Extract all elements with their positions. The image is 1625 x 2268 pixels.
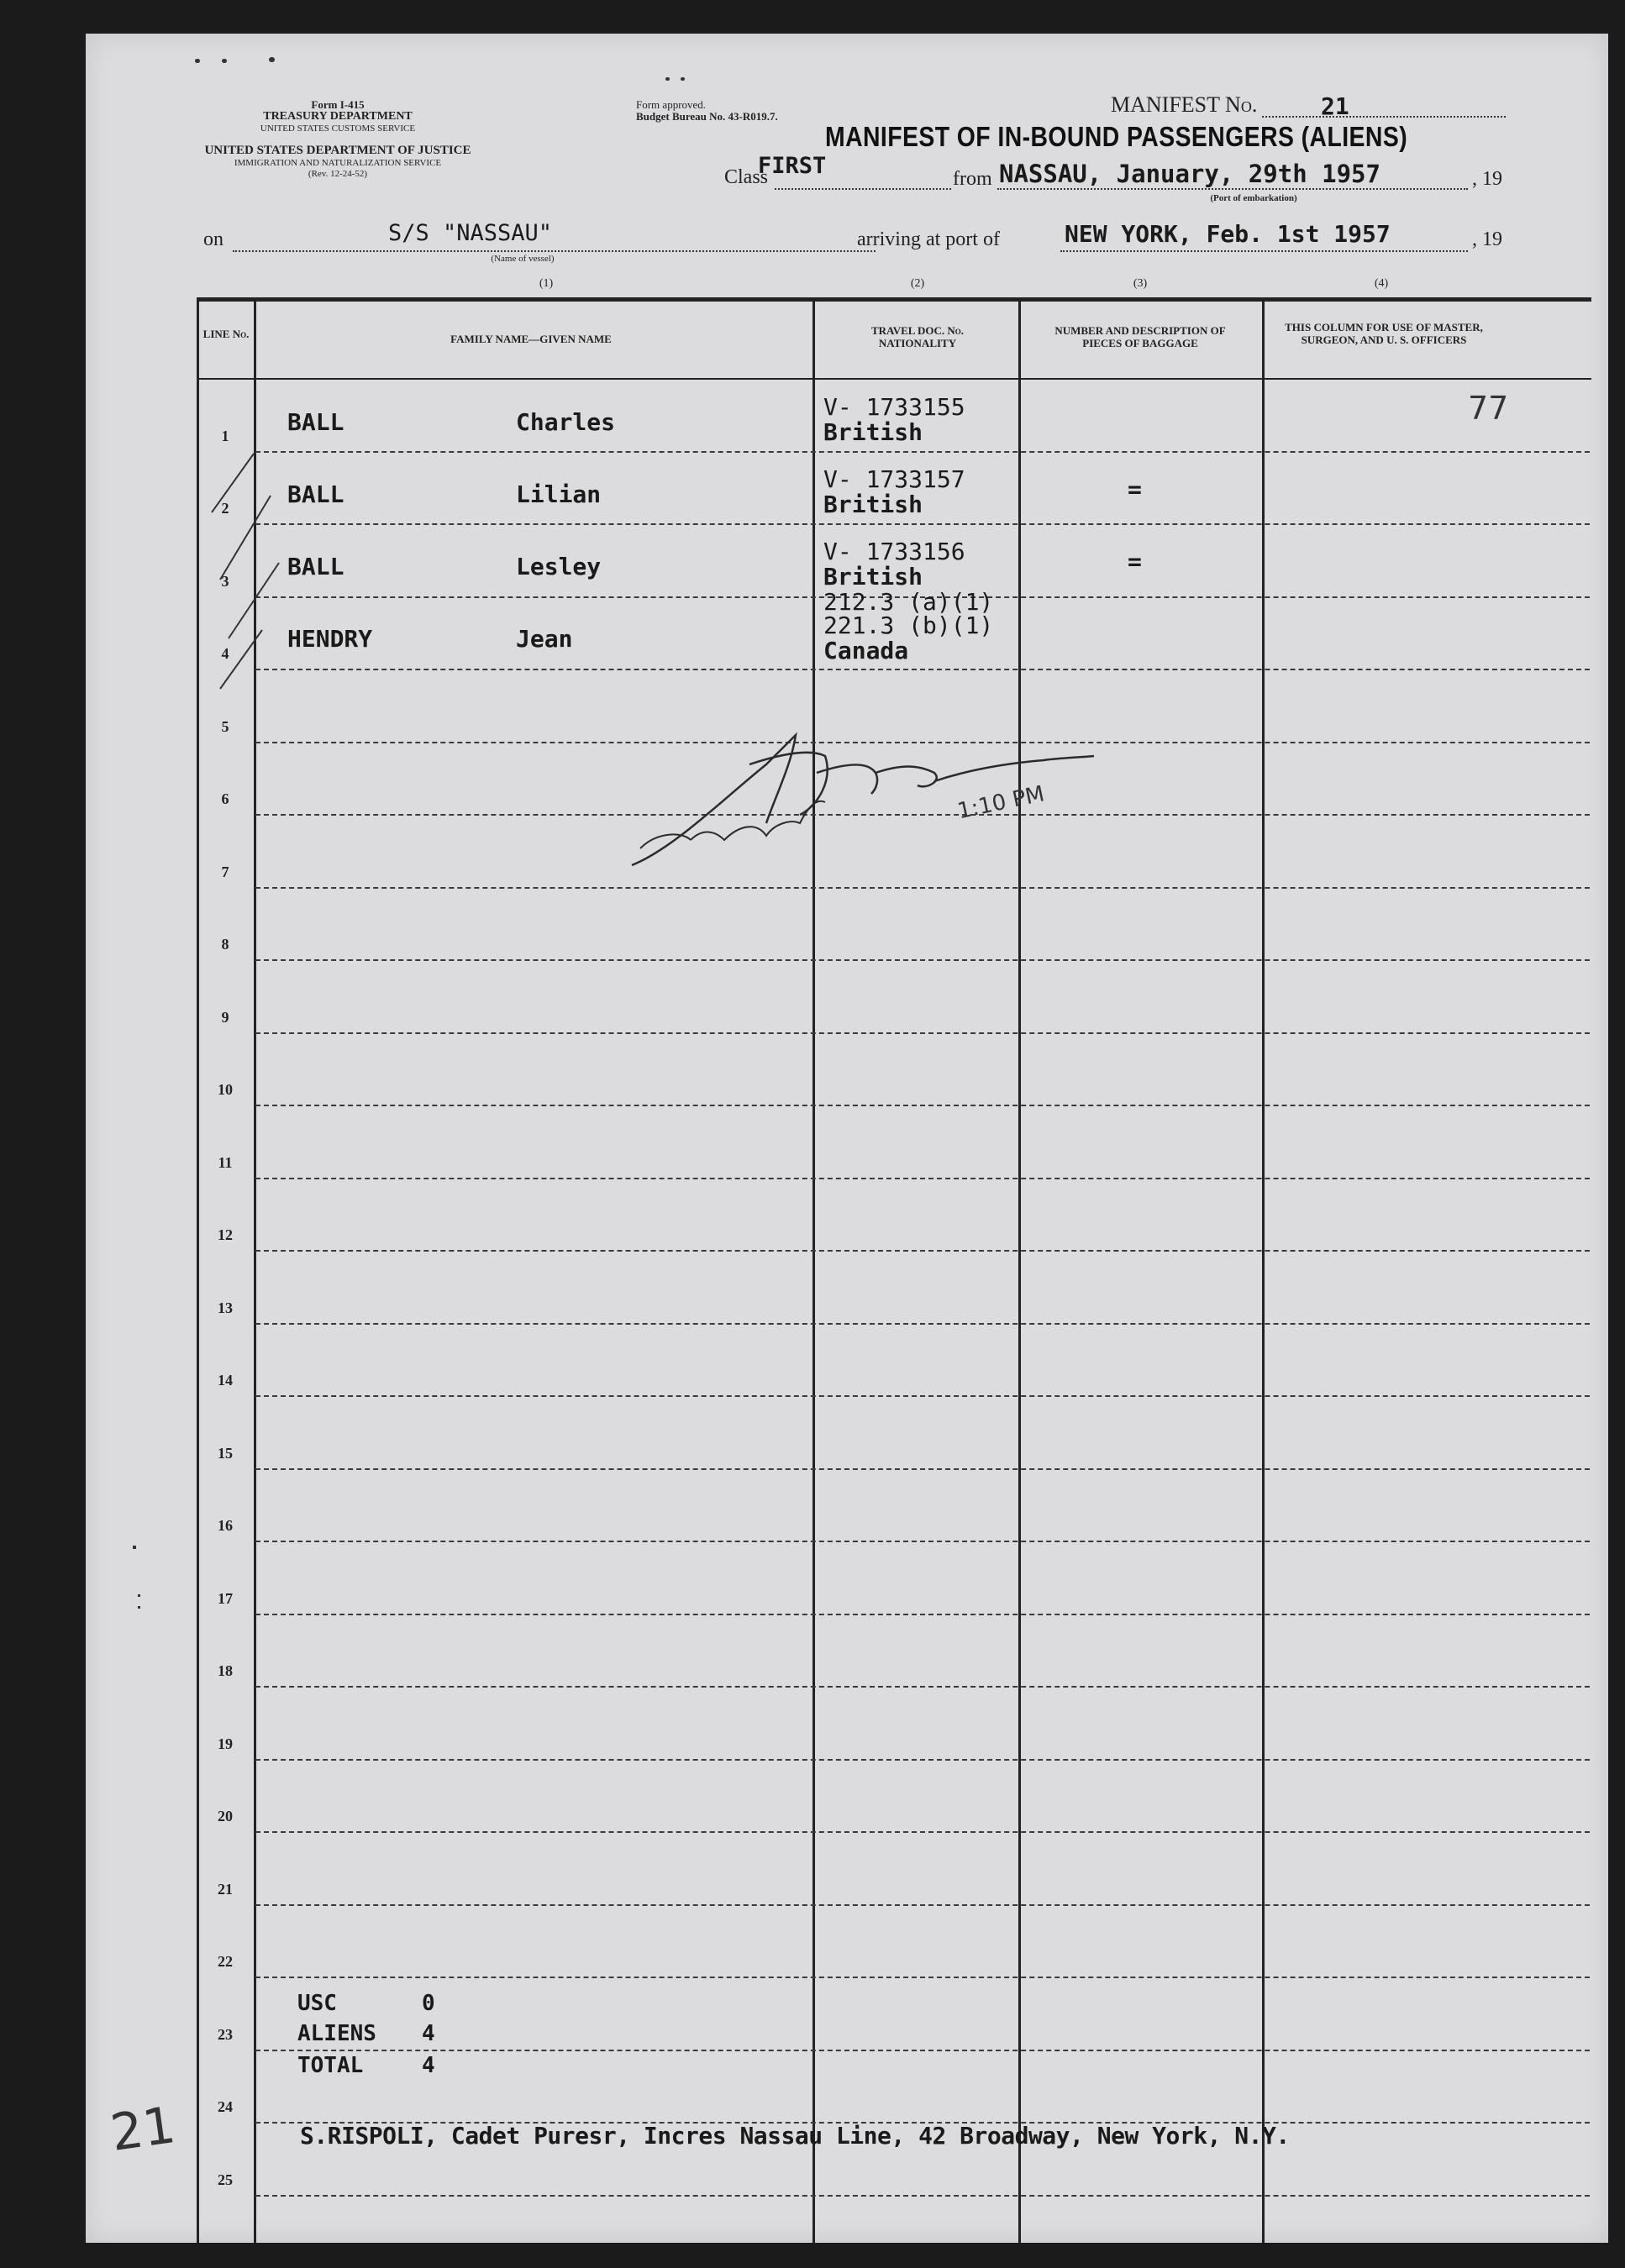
row-line (255, 1032, 1590, 1034)
passenger-1-officer-mark: 77 (1468, 390, 1509, 427)
passenger-2-family: BALL (287, 480, 344, 508)
check-marks (203, 403, 304, 706)
passenger-1-given: Charles (516, 408, 616, 436)
row-line (255, 1831, 1590, 1833)
line-number: 25 (218, 2171, 233, 2188)
line-number: 12 (218, 1226, 233, 1243)
line-number: 24 (218, 2098, 233, 2115)
row-line (255, 2195, 1590, 2197)
row-line (255, 2050, 1590, 2051)
passenger-1-nationality: British (823, 418, 923, 446)
row-line (255, 523, 1590, 525)
line-number: 20 (218, 1808, 233, 1824)
manifest-no-label: MANIFEST No. (1111, 92, 1258, 117)
from-line (997, 188, 1468, 190)
passenger-1-doc: V- 1733155 (823, 393, 965, 421)
passenger-4-given: Jean (516, 625, 573, 653)
from-label: from (953, 168, 992, 190)
form-approved: Form approved. (636, 98, 707, 111)
manifest-sheet (86, 34, 1608, 2243)
punch-mark (269, 57, 275, 62)
line-number: 1 (221, 427, 229, 444)
line-no-header: LINE No. (202, 328, 250, 340)
line-number: 22 (218, 1953, 233, 1970)
arriving-value: NEW YORK, Feb. 1st 1957 (1065, 220, 1391, 248)
line-number: 9 (221, 1008, 229, 1026)
col-number-3: (3) (1133, 277, 1148, 290)
passenger-3-family: BALL (287, 553, 344, 580)
line-number: 4 (221, 645, 229, 662)
line-number: 18 (218, 1662, 233, 1679)
ins-label: IMMIGRATION AND NATURALIZATION SERVICE (234, 158, 442, 168)
line-number: 8 (221, 936, 229, 953)
row-line (255, 1541, 1590, 1542)
purser-signature: S.RISPOLI, Cadet Puresr, Incres Nassau Line, 42 Broadway, New York, N.Y. (300, 2122, 1290, 2150)
row-line (255, 451, 1590, 453)
on-label: on (203, 228, 224, 250)
row-line (255, 1105, 1590, 1106)
row-line (255, 1614, 1590, 1615)
from-year-suffix: , 19 (1472, 168, 1502, 190)
usc-label: USC (297, 1991, 337, 2016)
form-number: Form I-415 (311, 98, 365, 111)
passenger-2-nationality: British (823, 491, 923, 518)
inspector-time: 1:10 PM (955, 781, 1047, 825)
class-value: FIRST (758, 153, 827, 179)
line-number: 21 (218, 1880, 233, 1898)
line-number: 17 (218, 1589, 233, 1607)
manifest-no-line (1262, 116, 1506, 118)
total-value: 4 (422, 2053, 435, 2078)
line-number: 14 (218, 1372, 233, 1389)
line-number: 11 (218, 1153, 233, 1171)
class-line (775, 188, 951, 190)
budget-bureau: Budget Bureau No. 43-R019.7. (636, 110, 778, 123)
row-line (255, 1468, 1590, 1470)
passenger-2-baggage: = (1128, 475, 1142, 503)
line-number: 6 (221, 790, 229, 807)
usc-value: 0 (422, 1991, 435, 2016)
aliens-label: ALIENS (297, 2021, 376, 2046)
col-number-4: (4) (1374, 277, 1389, 290)
table-header-border (197, 378, 1591, 380)
baggage-header: NUMBER AND DESCRIPTION OF PIECES OF BAGGAGE (1054, 324, 1226, 349)
travel-doc-header: TRAVEL DOC. No. NATIONALITY (870, 324, 965, 349)
passenger-4-doc-line1: 212.3 (a)(1) (823, 588, 994, 616)
col-divider-3 (1018, 297, 1021, 2243)
line-number: 16 (218, 1517, 233, 1534)
port-embarkation-caption: (Port of embarkation) (1210, 193, 1297, 203)
arriving-label: arriving at port of (857, 228, 1000, 250)
row-line (255, 887, 1590, 889)
passenger-4-doc-line2: 221.3 (b)(1) (823, 612, 994, 639)
col-divider-4 (1262, 297, 1265, 2243)
line-number: 2 (221, 500, 229, 517)
row-line (255, 1250, 1590, 1252)
passenger-2-doc: V- 1733157 (823, 465, 965, 493)
inspector-signature (623, 714, 1161, 882)
punch-mark (222, 59, 227, 63)
revision: (Rev. 12-24-52) (308, 169, 368, 179)
line-number: 5 (221, 717, 229, 735)
arriving-line (1060, 250, 1468, 252)
passenger-1-family: BALL (287, 408, 344, 436)
line-number: 23 (218, 2025, 233, 2043)
passenger-4-family: HENDRY (287, 625, 373, 653)
col-number-2: (2) (910, 277, 925, 290)
row-line (255, 1977, 1590, 1978)
name-header: FAMILY NAME—GIVEN NAME (450, 333, 612, 345)
passenger-3-doc: V- 1733156 (823, 538, 965, 565)
margin-number: 21 (107, 2096, 179, 2163)
vessel-name: S/S "NASSAU" (388, 220, 553, 246)
col-number-1: (1) (539, 277, 554, 290)
table-left-border (197, 297, 199, 2243)
punch-mark (681, 77, 685, 81)
line-number: 13 (218, 1299, 233, 1316)
passenger-3-nationality: British (823, 563, 923, 591)
line-number: 15 (218, 1444, 233, 1462)
arriving-year-suffix: , 19 (1472, 228, 1502, 250)
col-divider-2 (812, 297, 815, 2243)
line-number: 19 (218, 1735, 233, 1752)
aliens-value: 4 (422, 2021, 435, 2046)
customs-service: UNITED STATES CUSTOMS SERVICE (260, 123, 416, 134)
class-label: Class (724, 166, 769, 188)
margin-dot (138, 1594, 140, 1597)
margin-dot (138, 1606, 140, 1609)
punch-mark (195, 59, 200, 63)
officers-header: THIS COLUMN FOR USE OF MASTER, SURGEON, AND U. S. OFFICERS (1285, 321, 1483, 346)
margin-dot (133, 1546, 136, 1549)
row-line (255, 1323, 1590, 1325)
manifest-title: MANIFEST OF IN-BOUND PASSENGERS (ALIENS) (825, 121, 1408, 152)
vessel-caption: (Name of vessel) (491, 254, 555, 264)
justice-dept: UNITED STATES DEPARTMENT OF JUSTICE (204, 144, 471, 157)
vessel-line (233, 250, 876, 252)
line-number: 10 (218, 1081, 233, 1098)
treasury-dept: TREASURY DEPARTMENT (263, 110, 413, 123)
row-line (255, 669, 1590, 670)
total-label: TOTAL (297, 2053, 364, 2078)
passenger-4-nationality: Canada (823, 637, 909, 664)
passenger-2-given: Lilian (516, 480, 602, 508)
punch-mark (665, 77, 670, 81)
row-line (255, 1904, 1590, 1906)
from-value: NASSAU, January, 29th 1957 (999, 160, 1380, 188)
line-number: 3 (221, 572, 229, 590)
row-line (255, 1178, 1590, 1179)
row-line (255, 959, 1590, 961)
line-number: 7 (221, 863, 229, 880)
row-line (255, 1686, 1590, 1688)
row-line (255, 1395, 1590, 1397)
row-line (255, 1759, 1590, 1761)
manifest-no-value: 21 (1321, 92, 1349, 120)
passenger-3-baggage: = (1128, 548, 1142, 575)
passenger-3-given: Lesley (516, 553, 602, 580)
table-top-border (197, 297, 1591, 302)
